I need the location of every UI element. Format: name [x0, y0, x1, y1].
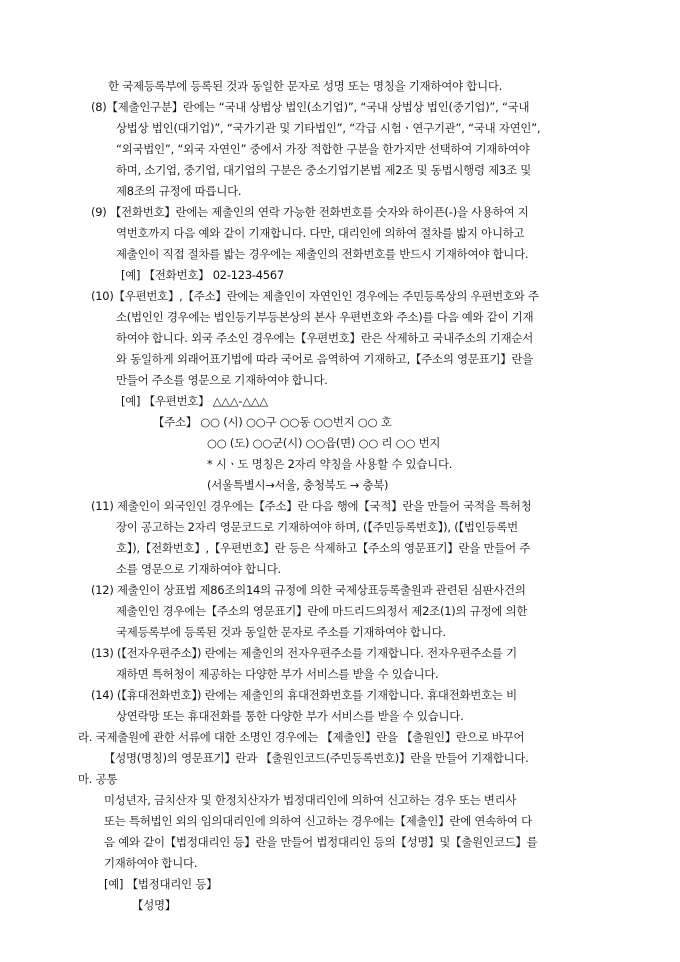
text-line: [예] 【법정대리인 등】	[104, 877, 218, 891]
text-line: 마. 공통	[78, 772, 118, 786]
text-line: 재하면 특허청이 제공하는 다양한 부가 서비스를 받을 수 있습니다.	[116, 667, 439, 681]
text-line: (14) (【휴대전화번호】) 란에는 제출인의 휴대전화번호를 기재합니다. 휴대전화번호는 비	[91, 688, 517, 702]
text-line: 음 예와 같이【법정대리인 등】란을 만들어 법정대리인 등의【성명】및【출원인코드】를	[104, 835, 538, 849]
text-line: 【주소】 ○○ (시) ○○구 ○○동 ○○번지 ○○ 호	[153, 415, 392, 429]
text-line: (12) 제출인이 상표법 제86조의14의 규정에 의한 국제상표등록출원과 관련된 심판사건의	[91, 583, 526, 597]
text-line: 상연락망 또는 휴대전화를 통한 다양한 부가 서비스를 받을 수 있습니다.	[116, 709, 464, 723]
text-line: (9) 【전화번호】란에는 제출인의 연락 가능한 전화번호를 숫자와 하이픈(-)을 사용하여 지	[91, 205, 529, 219]
text-line: 제출인인 경우에는【주소의 영문표기】란에 마드리드의정서 제2조(1)의 규정에 의한	[116, 604, 528, 618]
text-line: (11) 제출인이 외국인인 경우에는【주소】란 다음 행에【국적】란을 만들어 국적을 특허청	[91, 499, 532, 513]
text-line: 라. 국제출원에 관한 서류에 대한 소명인 경우에는 【제출인】란을 【출원인】란으로 바꾸어	[78, 730, 525, 744]
text-line: 상법상 법인(대기업)”, “국가기관 및 기타법인”, “각급 시험ㆍ연구기관”, “국내 자연인”,	[116, 121, 541, 135]
text-line: (13) (【전자우편주소】) 란에는 제출인의 전자우편주소를 기재합니다. 전자우편주소를 기	[91, 646, 517, 660]
text-line: 하며, 소기업, 중기업, 대기업의 구분은 중소기업기본법 제2조 및 동법시행령 제3조 및	[116, 163, 532, 177]
text-line: 하여야 합니다. 외국 주소인 경우에는【우편번호】란은 삭제하고 국내주소의 기재순서	[116, 331, 534, 345]
text-line: 제출인이 직접 절차를 밟는 경우에는 제출인의 전화번호를 반드시 기재하여야 합니다.	[116, 247, 529, 261]
text-line: 한 국제등록부에 등록된 것과 동일한 문자로 성명 또는 명칭을 기재하여야 합니다.	[108, 79, 503, 93]
text-line: 소를 영문으로 기재하여야 합니다.	[116, 562, 281, 576]
text-line: 【성명】	[132, 898, 176, 912]
text-line: 또는 특허법인 외의 임의대리인에 의하여 신고하는 경우에는【제출인】란에 연속하여 다	[104, 814, 532, 828]
text-line: 역번호까지 다음 예와 같이 기재합니다. 다만, 대리인에 의하여 절차를 밟지 아니하고	[116, 226, 525, 240]
text-line: * 시ㆍ도 명칭은 2자리 약칭을 사용할 수 있습니다.	[207, 457, 453, 471]
text-line: 【성명(명칭)의 영문표기】란과 【출원인코드(주민등록번호)】란을 만들어 기재합니다.	[104, 751, 529, 765]
text-line: 만들어 주소를 영문으로 기재하여야 합니다.	[116, 373, 328, 387]
text-line: 장이 공고하는 2자리 영문코드로 기재하여야 하며, (【주민등록번호】), (【법인등록번	[116, 520, 518, 534]
text-line: 제8조의 규정에 따릅니다.	[116, 184, 242, 198]
text-line: 호】),【전화번호】,【우편번호】란 등은 삭제하고【주소의 영문표기】란을 만들어 주	[116, 541, 531, 555]
text-line: (10)【우편번호】,【주소】란에는 제출인이 자연인인 경우에는 주민등록상의 우편번호와 주	[91, 289, 539, 303]
text-line: “외국법인”, “외국 자연인” 중에서 가장 적합한 구분을 한가지만 선택하여 기재하여야	[116, 142, 530, 156]
text-line: (서울특별시→서울, 충청북도 → 충북)	[207, 478, 389, 492]
text-line: 소(법인인 경우에는 법인등기부등본상의 본사 우편번호와 주소)를 다음 예와 같이 기재	[116, 310, 534, 324]
text-line: 국제등록부에 등록된 것과 동일한 문자로 주소를 기재하여야 합니다.	[116, 625, 446, 639]
text-line: (8)【제출인구분】란에는 “국내 상법상 법인(소기업)”, “국내 상법상 법인(중기업)”, “국내	[91, 100, 530, 114]
text-line: 와 동일하게 외래어표기법에 따라 국어로 음역하여 기재하고,【주소의 영문표기】란을	[116, 352, 534, 366]
text-line: ○○ (도) ○○군(시) ○○읍(면) ○○ 리 ○○ 번지	[207, 436, 441, 450]
text-line: 미성년자, 금치산자 및 한정치산자가 법정대리인에 의하여 신고하는 경우 또는 변리사	[104, 793, 517, 807]
text-line: 기재하여야 합니다.	[104, 856, 198, 870]
text-line: [예] 【전화번호】 02-123-4567	[121, 268, 284, 282]
text-line: [예] 【우편번호】 △△△-△△△	[121, 394, 268, 408]
